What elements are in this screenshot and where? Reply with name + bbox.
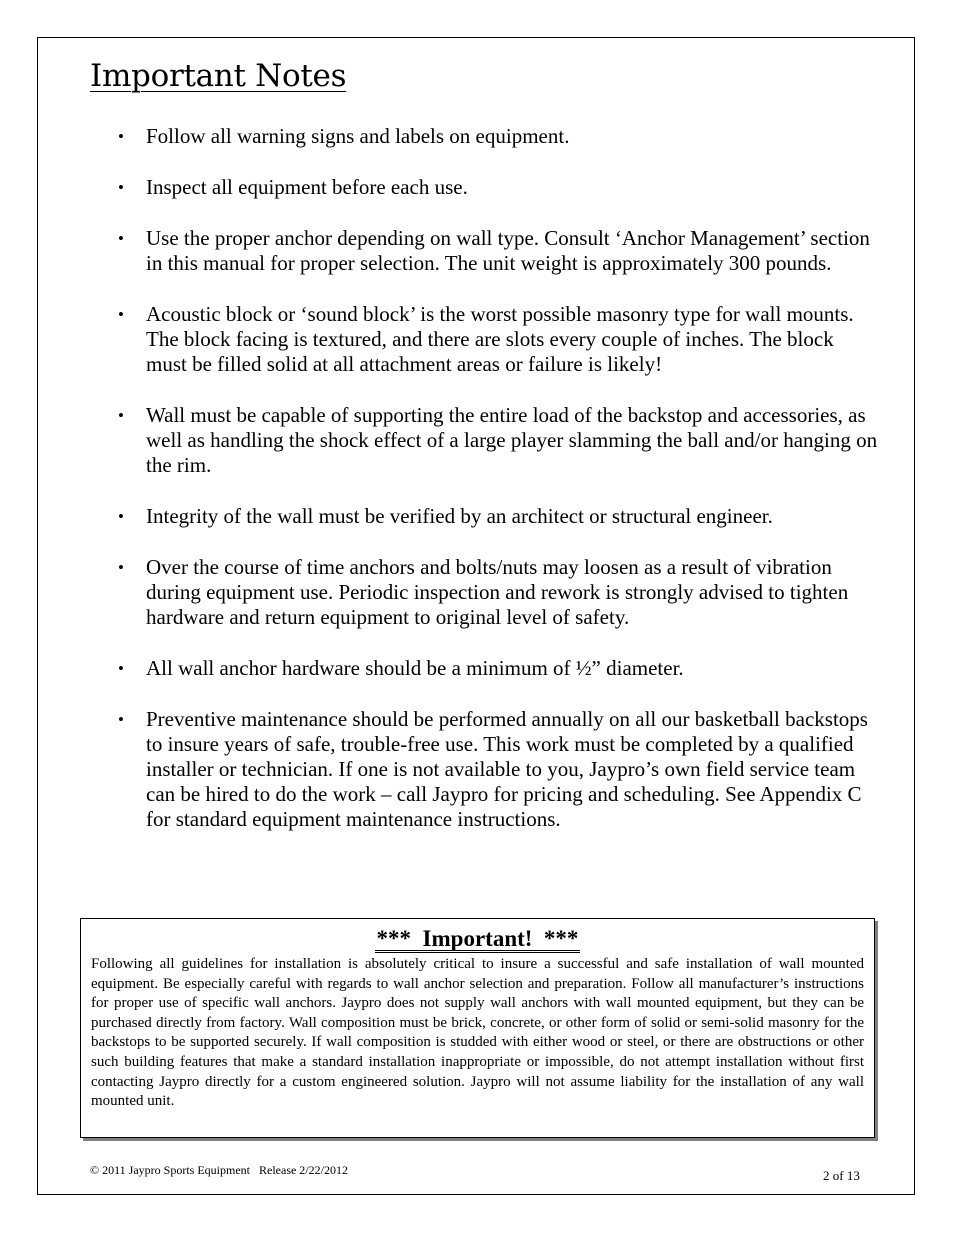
important-body: Following all guidelines for installation is absolutely critical to insure a successful and safe installation of wall mounted equipment. Be especially careful with regards to wall anchor selection and preparation. Follow all manufacturer’s instructions for proper use of specific wall anchors. Jaypro does not supply wall anchors with wall mounted equipment, but they can be purchased directly from factory. Wall composition must be brick, concrete, or other form of solid or semi-solid masonry for the backstops to be supported securely. If wall composition is studded with either wood or steel, or there are obstructions or other such building features that make a standard installation inappropriate or impossible, do not attempt installation without first contacting Jaypro directly for a custom engineered solution. Jaypro will not assume liability for the installation of any wall mounted unit. — [91, 956, 864, 1110]
bullet-icon: • — [118, 406, 124, 425]
page-number: 2 of 13 — [823, 1168, 860, 1183]
list-item — [118, 302, 878, 377]
footer-copyright: © 2011 Jaypro Sports Equipment Release 2/22/2012 — [90, 1163, 348, 1177]
note-text: Acoustic block or ‘sound block’ is the worst possible masonry type for wall mounts. The block facing is textured, and there are slots every couple of inches. The block must be filled solid at all attachment areas or failure is likely! — [146, 302, 854, 376]
note-text: Wall must be capable of supporting the entire load of the backstop and accessories, as well as handling the shock effect of a large player slamming the ball and/or hanging on the rim. — [146, 403, 878, 477]
list-item — [118, 504, 878, 529]
note-text: Follow all warning signs and labels on equipment. — [146, 124, 570, 148]
note-text: Use the proper anchor depending on wall type. Consult ‘Anchor Management’ section in this manual for proper selection. The unit weight is approximately 300 pounds. — [146, 226, 870, 275]
list-item — [118, 403, 878, 478]
bullet-icon: • — [118, 558, 124, 577]
bullet-icon: • — [118, 710, 124, 729]
bullet-icon: • — [118, 659, 124, 678]
list-item — [118, 124, 878, 149]
note-text: Preventive maintenance should be performed annually on all our basketball backstops to insure years of safe, trouble-free use. This work must be completed by a qualified installer or technician. If one is not available to you, Jaypro’s own field service team can be hired to do the work – call Jaypro for pricing and scheduling. See Appendix C for standard equipment maintenance instructions. — [146, 707, 868, 831]
important-notice-box — [80, 918, 875, 1138]
list-item — [118, 555, 878, 630]
bullet-icon: • — [118, 507, 124, 526]
list-item — [118, 226, 878, 276]
note-text: Inspect all equipment before each use. — [146, 175, 468, 199]
bullet-icon: • — [118, 127, 124, 146]
list-item — [118, 656, 878, 681]
page-title: Important Notes — [90, 58, 347, 94]
note-text: Integrity of the wall must be verified by an architect or structural engineer. — [146, 504, 773, 528]
important-heading-text: *** Important! *** — [376, 926, 579, 951]
important-heading — [91, 925, 864, 953]
note-text: All wall anchor hardware should be a minimum of ½” diameter. — [146, 656, 684, 680]
bullet-icon: • — [118, 178, 124, 197]
note-text: Over the course of time anchors and bolts/nuts may loosen as a result of vibration during equipment use. Periodic inspection and rework is strongly advised to tighten hardware and return equipment to original level of safety. — [146, 555, 849, 629]
list-item — [118, 707, 878, 832]
bullet-icon: • — [118, 229, 124, 248]
notes-list — [118, 124, 878, 858]
bullet-icon: • — [118, 305, 124, 324]
list-item — [118, 175, 878, 200]
